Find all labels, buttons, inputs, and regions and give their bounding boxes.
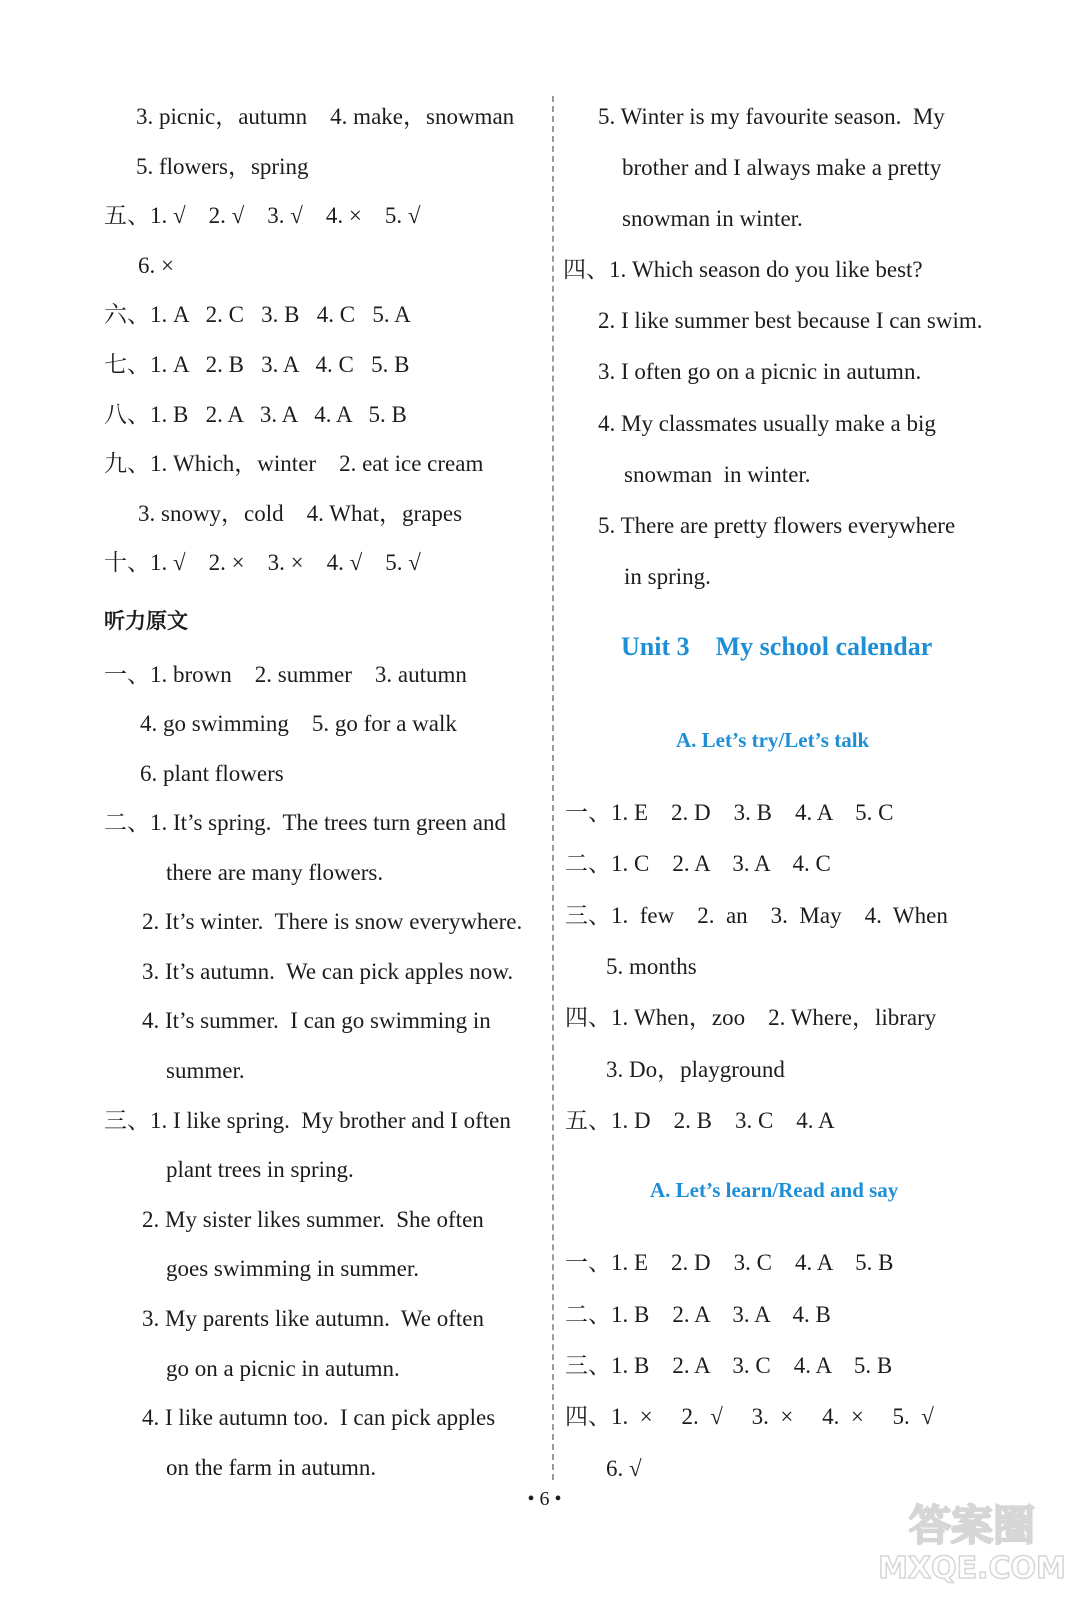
right-answer-line: 四、1. When，zoo 2. Where，library (565, 1005, 937, 1030)
left-answer-line: 3. It’s autumn. We can pick apples now. (142, 959, 514, 984)
left-answer-line: 九、1. Which，winter 2. eat ice cream (104, 451, 484, 476)
left-answer-line: 5. flowers，spring (136, 154, 309, 179)
left-answer-line: 4. I like autumn too. I can pick apples (142, 1405, 496, 1430)
left-answer-line: 二、1. It’s spring. The trees turn green and (104, 810, 506, 835)
right-answer-line: snowman in winter. (624, 462, 811, 487)
right-answer-line: 一、1. E 2. D 3. C 4. A 5. B (565, 1250, 894, 1275)
left-answer-line: summer. (166, 1058, 245, 1083)
left-answer-line: 七、1. A 2. B 3. A 4. C 5. B (104, 352, 410, 377)
right-answer-line: 四、1. × 2. √ 3. × 4. × 5. √ (565, 1404, 934, 1429)
watermark-line1: 答案圈 (908, 1501, 1036, 1550)
listening-heading: 听力原文 (104, 609, 188, 633)
section-heading-lets-learn: A. Let’s learn/Read and say (650, 1178, 899, 1202)
right-answer-line: 3. I often go on a picnic in autumn. (598, 359, 922, 384)
left-answer-line: 五、1. √ 2. √ 3. √ 4. × 5. √ (104, 203, 421, 228)
left-answer-line: 3. My parents like autumn. We often (142, 1306, 485, 1331)
watermark-line2: MXQE.COM (878, 1551, 1066, 1586)
left-answer-line: 八、1. B 2. A 3. A 4. A 5. B (104, 402, 407, 427)
right-answer-line: in spring. (624, 564, 711, 589)
left-answer-line: plant trees in spring. (166, 1157, 354, 1182)
right-answer-line: 5. There are pretty flowers everywhere (598, 513, 956, 538)
section-heading-lets-try: A. Let’s try/Let’s talk (676, 728, 870, 752)
page-number: • 6 • (527, 1488, 562, 1510)
right-answer-line: 四、1. Which season do you like best? (563, 257, 923, 282)
left-answer-line: 三、1. I like spring. My brother and I often (104, 1108, 511, 1133)
left-answer-line: 2. It’s winter. There is snow everywhere. (142, 909, 523, 934)
left-answer-line: 2. My sister likes summer. She often (142, 1207, 484, 1232)
left-answer-line: 6. × (138, 253, 174, 278)
left-answer-line: 3. snowy，cold 4. What，grapes (138, 501, 463, 526)
right-answer-line: 二、1. C 2. A 3. A 4. C (565, 851, 831, 876)
right-answer-line: 三、1. B 2. A 3. C 4. A 5. B (565, 1353, 893, 1378)
right-answer-line: 五、1. D 2. B 3. C 4. A (565, 1108, 835, 1133)
right-answer-line: 3. Do，playground (606, 1057, 785, 1082)
right-answer-line: 5. Winter is my favourite season. My (598, 104, 945, 129)
left-answer-line: on the farm in autumn. (166, 1455, 377, 1480)
left-answer-line: 3. picnic，autumn 4. make，snowman (136, 104, 515, 129)
right-answer-line: 5. months (606, 954, 697, 979)
left-answer-line: 十、1. √ 2. × 3. × 4. √ 5. √ (104, 550, 421, 575)
left-answer-line: go on a picnic in autumn. (166, 1356, 400, 1381)
left-answer-line: 一、1. brown 2. summer 3. autumn (104, 662, 467, 687)
right-answer-line: 二、1. B 2. A 3. A 4. B (565, 1302, 831, 1327)
left-answer-line: goes swimming in summer. (166, 1256, 419, 1281)
right-answer-line: 2. I like summer best because I can swim. (598, 308, 983, 333)
left-answer-line: 6. plant flowers (140, 761, 284, 786)
watermark-logo (877, 1490, 1067, 1590)
right-answer-line: 三、1. few 2. an 3. May 4. When (565, 903, 948, 928)
column-divider (552, 96, 554, 1480)
right-answer-line: 6. √ (606, 1456, 642, 1481)
left-answer-line: there are many flowers. (166, 860, 384, 885)
right-answer-line: 一、1. E 2. D 3. B 4. A 5. C (565, 800, 894, 825)
left-answer-line: 4. go swimming 5. go for a walk (140, 711, 457, 736)
right-answer-line: snowman in winter. (622, 206, 803, 231)
unit-title: Unit 3 My school calendar (621, 632, 933, 661)
left-answer-line: 4. It’s summer. I can go swimming in (142, 1008, 491, 1033)
left-answer-line: 六、1. A 2. C 3. B 4. C 5. A (104, 302, 411, 327)
right-answer-line: brother and I always make a pretty (622, 155, 942, 180)
right-answer-line: 4. My classmates usually make a big (598, 411, 936, 436)
